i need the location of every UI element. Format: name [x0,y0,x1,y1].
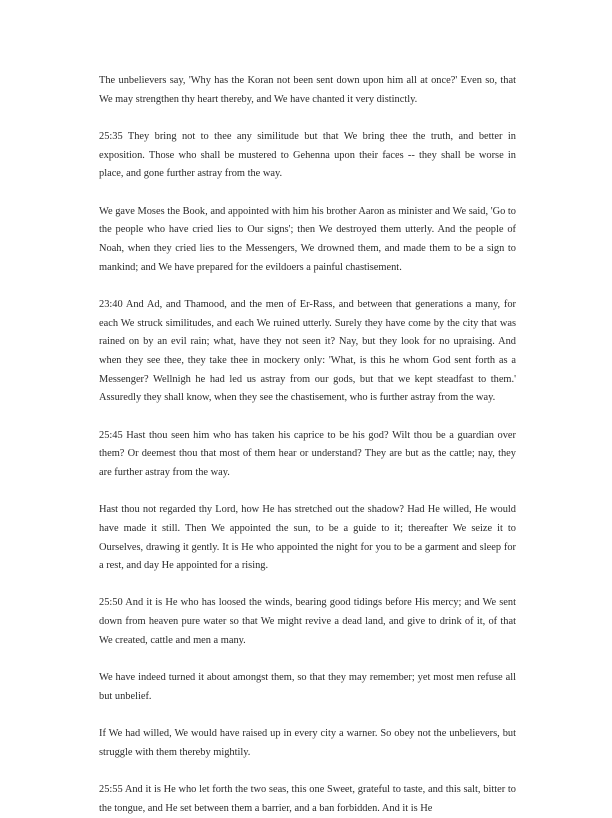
paragraph-5: 25:45 Hast thou seen him who has taken his caprice to be his god? Wilt thou be a guardian over them? Or deemest thou that most of them hear or understand? They are but as the cattle; nay, they are further astray from the way. [99,429,516,478]
paragraph-8: We have indeed turned it about amongst them, so that they may remember; yet most men refuse all but unbelief. [99,672,516,702]
paragraph-10: 25:55 And it is He who let forth the two seas, this one Sweet, grateful to taste, and this salt, bitter to the tongue, and He set between them a barrier, and a ban forbidden. And it is He [99,783,516,814]
paragraph-7: 25:50 And it is He who has loosed the winds, bearing good tidings before His mercy; and We sent down from heaven pure water so that We might revive a dead land, and give to drink of it, of that We created, cattle and men a many. [99,597,516,646]
paragraph-6: Hast thou not regarded thy Lord, how He has stretched out the shadow? Had He willed, He would have made it still. Then We appointed the sun, to be a guide to it; thereafter We seize it to Ourselves, drawing it gently. It is He who appointed the night for you to be a garment and sleep for a rest, and day He appointed for a rising. [99,504,516,572]
paragraph-1: The unbelievers say, 'Why has the Koran not been sent down upon him all at once?' Even so, that We may strengthen thy heart thereby, and We have chanted it very distinctly. [99,75,516,105]
paragraph-2: 25:35 They bring not to thee any similitude but that We bring thee the truth, and better in exposition. Those who shall be mustered to Gehenna upon their faces -- they shall be worse in place, and gone further astray from the way. [99,130,516,180]
paragraph-4: 23:40 And Ad, and Thamood, and the men of Er-Rass, and between that generations a many, for each We struck similitudes, and each We ruined utterly. Surely they have come by the city that was rained on by an evil rain; what, have they not seen it? Nay, but they look for no upraising. And when they see thee, they take thee in mockery only: 'What, is this he whom God sent forth as a Messenger? Wellnigh he had led us astray from our gods, but that we kept steadfast to them.' Assuredly they shall know, when they see the chastisement, who is further astray from the way. [99,298,516,404]
paragraph-9: If We had willed, We would have raised up in every city a warner. So obey not the unbelievers, but struggle with them thereby mightily. [99,727,516,758]
paragraph-3: We gave Moses the Book, and appointed with him his brother Aaron as minister and We said, 'Go to the people who have cried lies to Our signs'; then We destroyed them utterly. And the people of Noah, when they cried lies to the Messengers, We drowned them, and made them to be a sign to mankind; and We have prepared for the evildoers a painful chastisement. [99,205,516,273]
